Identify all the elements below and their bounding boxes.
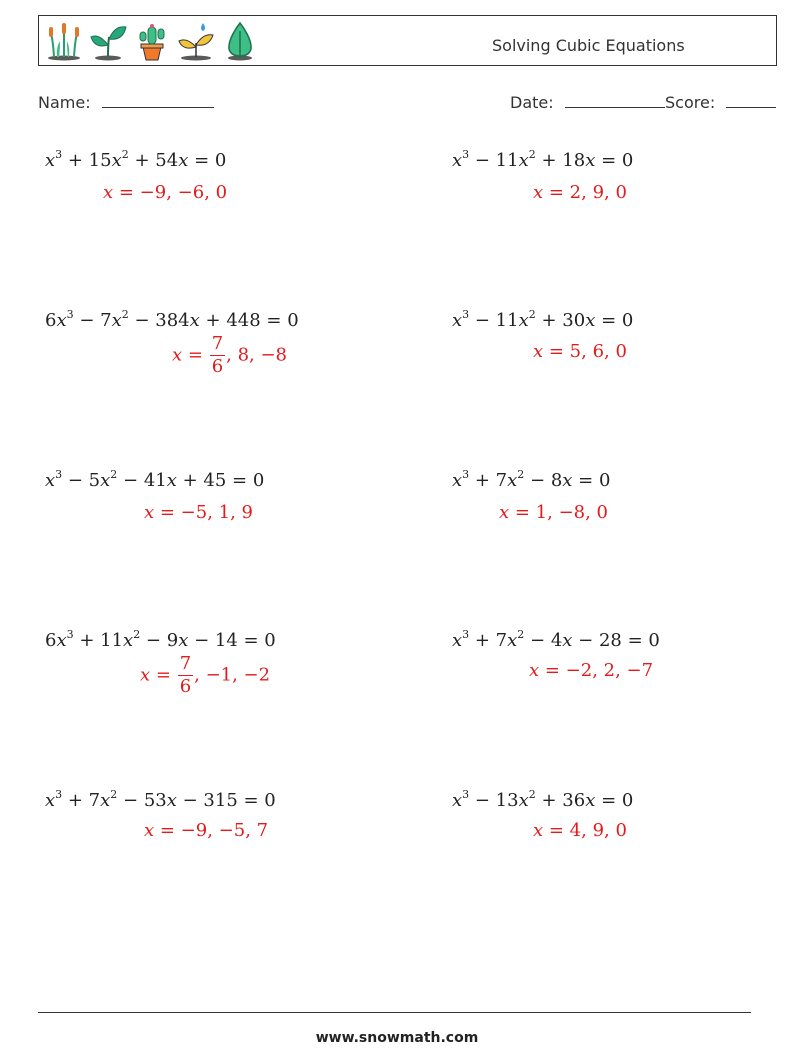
worksheet-header <box>38 15 777 66</box>
answer-6: x = 1, −8, 0 <box>499 502 609 523</box>
watered-seedling-icon <box>177 21 215 61</box>
equation-3: $6x^3 - 7x^2 - 384x + 448 = 0$ <box>45 308 299 331</box>
score-blank[interactable] <box>726 93 776 108</box>
answer-5: x = −5, 1, 9 <box>144 502 254 523</box>
score-field[interactable] <box>665 93 776 112</box>
equation-4: $x^3 - 11x^2 + 30x = 0$ <box>452 308 634 331</box>
answer-3: x = $\frac{7}{6}$ , 8, −8 <box>172 333 288 377</box>
equation-6: $x^3 + 7x^2 - 8x = 0$ <box>452 468 611 491</box>
name-field[interactable] <box>38 93 214 112</box>
equation-10: $x^3 - 13x^2 + 36x = 0$ <box>452 788 634 811</box>
equation-9: $x^3 + 7x^2 - 53x - 315 = 0$ <box>45 788 276 811</box>
answer-9: x = −9, −5, 7 <box>144 820 269 841</box>
answer-7: x = $\frac{7}{6}$ , −1, −2 <box>140 653 271 697</box>
leaf-tree-icon <box>221 21 259 61</box>
footer-url: www.snowmath.com <box>315 1030 479 1046</box>
equation-7: $6x^3 + 11x^2 - 9x - 14 = 0$ <box>45 628 276 651</box>
answer-fraction: $\frac{7}{6}$ <box>211 333 224 377</box>
answer-10: x = 4, 9, 0 <box>533 820 627 841</box>
answer-4: x = 5, 6, 0 <box>533 341 627 362</box>
equation-2: $x^3 - 11x^2 + 18x = 0$ <box>452 148 634 171</box>
date-label: Date: <box>510 93 554 112</box>
answer-fraction: $\frac{7}{6}$ <box>179 653 192 697</box>
score-label: Score: <box>665 93 716 112</box>
equation-1: $x^3 + 15x^2 + 54x = 0$ <box>45 148 227 171</box>
name-blank[interactable] <box>102 93 214 108</box>
date-field[interactable] <box>510 93 665 112</box>
answer-8: x = −2, 2, −7 <box>529 660 654 681</box>
answer-1: x = −9, −6, 0 <box>103 182 228 203</box>
footer-divider <box>38 1012 751 1013</box>
date-blank[interactable] <box>565 93 665 108</box>
cactus-pot-icon <box>133 21 171 61</box>
name-label: Name: <box>38 93 91 112</box>
cattail-plant-icon <box>45 21 83 61</box>
header-icons <box>45 21 259 61</box>
equation-8: $x^3 + 7x^2 - 4x - 28 = 0$ <box>452 628 660 651</box>
worksheet-title: Solving Cubic Equations <box>492 36 685 55</box>
answer-2: x = 2, 9, 0 <box>533 182 627 203</box>
equation-5: $x^3 - 5x^2 - 41x + 45 = 0$ <box>45 468 265 491</box>
sprout-icon <box>89 21 127 61</box>
